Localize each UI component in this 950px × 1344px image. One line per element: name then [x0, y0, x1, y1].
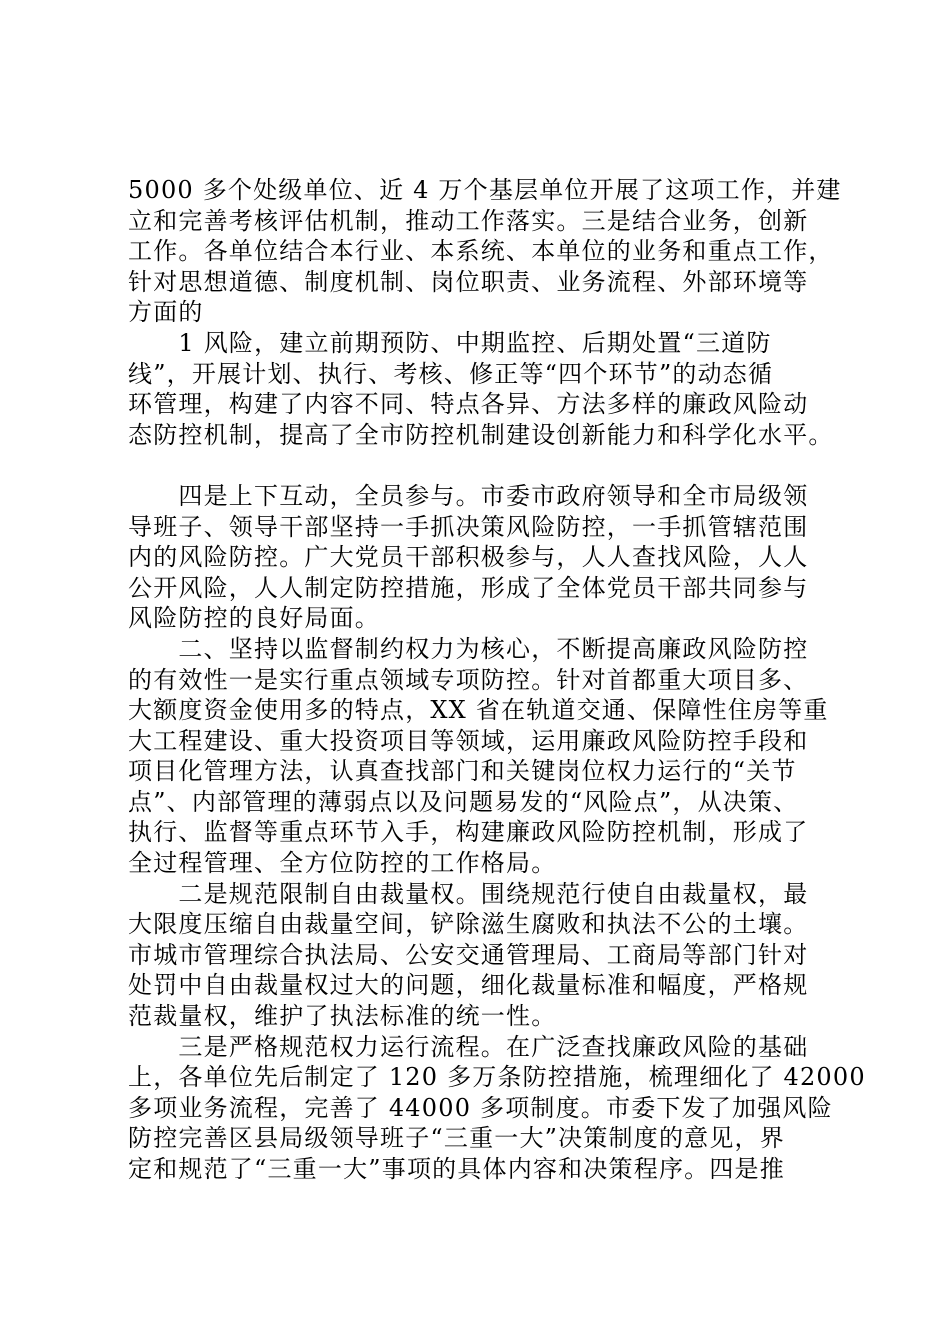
text-line: 针对思想道德、制度机制、岗位职责、业务流程、外部环境等	[128, 267, 809, 296]
text-line: 1 风险，建立前期预防、中期监控、后期处置“三道防	[128, 328, 772, 357]
text-line: 全过程管理、全方位防控的工作格局。	[128, 849, 557, 878]
text-line: 立和完善考核评估机制，推动工作落实。三是结合业务，创新	[128, 206, 809, 235]
text-line: 方面的	[128, 298, 204, 327]
text-line: 大限度压缩自由裁量空间，铲除滋生腐败和执法不公的土壤。	[128, 910, 809, 939]
text-line: 公开风险，人人制定防控措施，形成了全体党员干部共同参与	[128, 573, 809, 602]
text-line: 内的风险防控。广大党员干部积极参与，人人查找风险，人人	[128, 543, 809, 572]
text-line: 点”、内部管理的薄弱点以及问题易发的“风险点”，从决策、	[128, 787, 799, 816]
text-line: 市城市管理综合执法局、公安交通管理局、工商局等部门针对	[128, 940, 809, 969]
text-line: 环管理，构建了内容不同、特点各异、方法多样的廉政风险动	[128, 390, 809, 419]
text-line: 处罚中自由裁量权过大的问题，细化裁量标准和幅度，严格规	[128, 971, 809, 1000]
document-body	[128, 175, 866, 1185]
text-line: 三是严格规范权力运行流程。在广泛查找廉政风险的基础	[128, 1032, 809, 1061]
text-line: 二、坚持以监督制约权力为核心，不断提高廉政风险防控	[128, 634, 809, 663]
text-line: 工作。各单位结合本行业、本系统、本单位的业务和重点工作，	[128, 237, 834, 266]
text-line: 5000 多个处级单位、近 4 万个基层单位开展了这项工作，并建	[128, 176, 842, 204]
text-line: 范裁量权，维护了执法标准的统一性。	[128, 1002, 557, 1031]
text-line: 防控完善区县局级领导班子“三重一大”决策制度的意见，界	[128, 1124, 785, 1153]
text-line: 态防控机制，提高了全市防控机制建设创新能力和科学化水平。	[128, 420, 834, 449]
text-line: 上，各单位先后制定了 120 多万条防控措施，梳理细化了 42000	[128, 1063, 866, 1092]
text-line: 二是规范限制自由裁量权。围绕规范行使自由裁量权，最	[128, 879, 809, 908]
text-line: 项目化管理方法，认真查找部门和关键岗位权力运行的“关节	[128, 757, 797, 786]
text-line: 线”，开展计划、执行、考核、修正等“四个环节”的动态循	[128, 359, 774, 388]
text-line: 多项业务流程，完善了 44000 多项制度。市委下发了加强风险	[128, 1093, 833, 1122]
text-line: 执行、监督等重点环节入手，构建廉政风险防控机制，形成了	[128, 818, 809, 847]
text-line: 四是上下互动，全员参与。市委市政府领导和全市局级领	[128, 481, 809, 510]
text-line: 大工程建设、重大投资项目等领域，运用廉政风险防控手段和	[128, 726, 809, 755]
text-line: 定和规范了“三重一大”事项的具体内容和决策程序。四是推	[128, 1155, 785, 1183]
text-line: 大额度资金使用多的特点，XX 省在轨道交通、保障性住房等重	[128, 696, 829, 725]
text-line: 导班子、领导干部坚持一手抓决策风险防控，一手抓管辖范围	[128, 512, 809, 541]
paragraph-gap	[128, 450, 834, 481]
text-line: 的有效性一是实行重点领域专项防控。针对首都重大项目多、	[128, 665, 809, 694]
text-line: 风险防控的良好局面。	[128, 604, 380, 633]
